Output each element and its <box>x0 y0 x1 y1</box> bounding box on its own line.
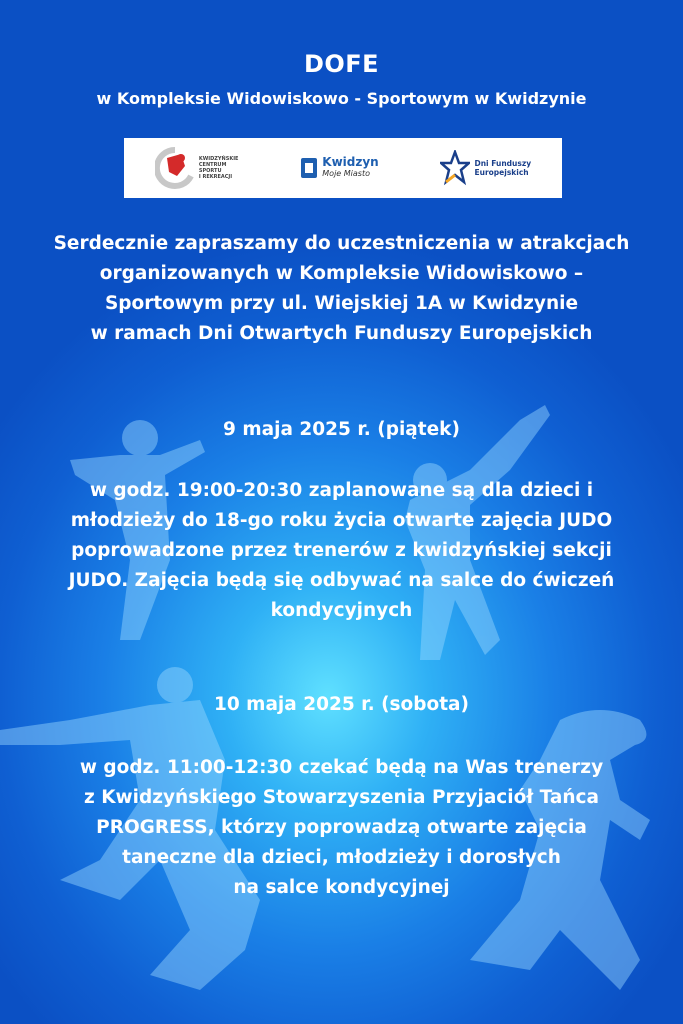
kwidzyn-crest-icon <box>300 156 318 180</box>
event-line: kondycyjnych <box>270 600 413 621</box>
event-line: JUDO. Zajęcia będą się odbywać na salce do ćwiczeń <box>68 570 615 591</box>
kcsir-line: CENTRUM <box>198 162 227 168</box>
intro-line: w ramach Dni Otwartych Funduszy Europejskich <box>90 323 593 344</box>
event-description-2 <box>20 753 663 903</box>
kcsir-emblem-icon <box>155 146 195 190</box>
kwidzyn-name: Kwidzyn <box>322 155 379 169</box>
event-line: w godz. 19:00-20:30 zaplanowane są dla dzieci i <box>89 480 594 501</box>
event-line: z Kwidzyńskiego Stowarzyszenia Przyjaciół Tańca <box>84 787 599 808</box>
event-date-1: 9 maja 2025 r. (piątek) <box>223 419 460 440</box>
kwidzyn-logo <box>300 156 378 180</box>
logo-strip <box>124 138 562 198</box>
kcsir-line: SPORTU <box>198 168 222 174</box>
poster-title: DOFE <box>303 50 380 78</box>
kcsir-line: I REKREACJI <box>198 174 233 180</box>
intro-line: Serdecznie zapraszamy do uczestniczenia w atrakcjach <box>53 233 630 254</box>
event-line: poprowadzone przez trenerów z kwidzyńskiej sekcji <box>71 540 612 561</box>
eu-line: Dni Funduszy <box>474 159 532 168</box>
eu-star-icon <box>440 150 470 186</box>
kwidzyn-tagline: Moje Miasto <box>322 169 370 178</box>
event-line: taneczne dla dzieci, młodzieży i dorosłych <box>122 847 561 868</box>
kcsir-logo <box>155 146 239 190</box>
event-line: młodzieży do 18-go roku życia otwarte zajęcia JUDO <box>70 510 613 531</box>
intro-paragraph <box>20 229 663 349</box>
event-line: PROGRESS, którzy poprowadzą otwarte zajęcia <box>96 817 587 838</box>
event-description-1 <box>20 476 663 626</box>
event-line: w godz. 11:00-12:30 czekać będą na Was trenerzy <box>79 757 604 778</box>
intro-line: Sportowym przy ul. Wiejskiej 1A w Kwidzynie <box>104 293 579 314</box>
kcsir-line: KWIDZYŃSKIE <box>198 156 239 162</box>
eu-funds-logo <box>440 150 531 186</box>
poster-subtitle: w Kompleksie Widowiskowo - Sportowym w Kwidzynie <box>96 89 587 108</box>
intro-line: organizowanych w Kompleksie Widowiskowo – <box>99 263 584 284</box>
event-line: na salce kondycyjnej <box>233 877 450 898</box>
event-date-2: 10 maja 2025 r. (sobota) <box>213 694 469 715</box>
eu-line: Europejskich <box>474 168 529 177</box>
